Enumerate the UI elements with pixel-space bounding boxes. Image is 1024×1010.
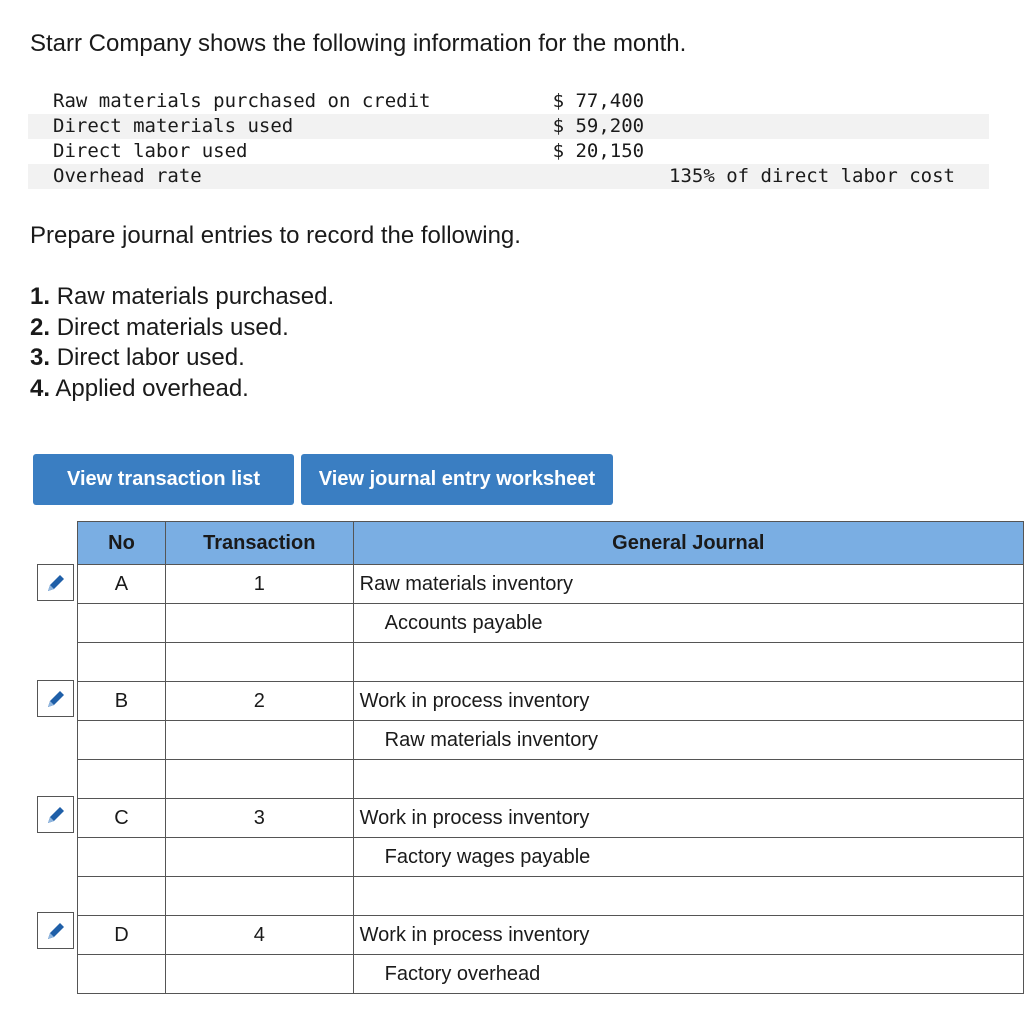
table-row [78,838,1024,877]
empty-account-cell[interactable] [353,760,1023,799]
view-journal-worksheet-button[interactable]: View journal entry worksheet [301,454,613,505]
data-label: Raw materials purchased on credit [53,90,431,112]
entry-transaction: 4 [165,916,353,955]
step-text: Direct labor used. [56,344,245,371]
empty-cell [78,838,166,877]
credit-account-cell[interactable]: Raw materials inventory [353,721,1023,760]
data-table [28,89,989,189]
header-general-journal: General Journal [353,522,1023,565]
edit-entry-button-a[interactable] [37,564,74,601]
table-row [78,565,1024,604]
data-label: Direct materials used [28,114,553,139]
entry-transaction: 2 [165,682,353,721]
table-row [78,916,1024,955]
list-item [30,374,334,405]
pencil-icon [45,688,67,710]
table-row [78,877,1024,916]
step-text: Applied overhead. [55,374,249,402]
empty-cell [78,721,166,760]
empty-cell [165,721,353,760]
steps-list [30,282,334,404]
edit-entry-button-d[interactable] [37,912,74,949]
table-row [78,760,1024,799]
table-row [78,682,1024,721]
credit-account-cell[interactable]: Factory overhead [353,955,1023,994]
empty-account-cell[interactable] [353,877,1023,916]
entry-no: B [78,682,166,721]
empty-cell [165,604,353,643]
debit-account-cell[interactable]: Raw materials inventory [353,565,1023,604]
empty-account-cell[interactable] [353,643,1023,682]
empty-cell [165,838,353,877]
empty-cell [78,955,166,994]
step-number: 3. [30,344,51,371]
data-value: $ 59,200 [553,114,989,139]
data-row [28,139,989,164]
header-no: No [78,522,166,565]
header-transaction: Transaction [165,522,353,565]
debit-account-cell[interactable]: Work in process inventory [353,916,1023,955]
pencil-icon [45,572,67,594]
data-label: Direct labor used [53,140,248,162]
step-text: Raw materials purchased. [56,283,335,310]
table-row [78,604,1024,643]
empty-cell [165,877,353,916]
list-item [30,343,334,374]
journal-header-row [78,522,1024,565]
instructions: Prepare journal entries to record the following. [30,222,521,249]
empty-cell [78,877,166,916]
intro-text: Starr Company shows the following information for the month. [30,30,687,57]
entry-no: D [78,916,166,955]
data-row [28,164,989,189]
edit-entry-button-c[interactable] [37,796,74,833]
empty-cell [78,604,166,643]
edit-entry-button-b[interactable] [37,680,74,717]
step-number: 2. [30,313,51,341]
empty-cell [165,760,353,799]
table-row [78,721,1024,760]
empty-cell [165,955,353,994]
empty-cell [78,643,166,682]
data-value: $ 77,400 [552,90,645,112]
debit-account-cell[interactable]: Work in process inventory [353,799,1023,838]
data-value: $ 20,150 [552,140,645,162]
pencil-icon [45,804,67,826]
step-number: 4. [30,374,51,402]
list-item [30,313,334,344]
credit-account-cell[interactable]: Factory wages payable [353,838,1023,877]
view-transaction-list-button[interactable]: View transaction list [33,454,294,505]
step-number: 1. [30,283,51,310]
empty-cell [165,643,353,682]
list-item [30,282,334,313]
entry-transaction: 1 [165,565,353,604]
general-journal-table [77,521,1024,994]
entry-transaction: 3 [165,799,353,838]
data-value: 135% of direct labor cost [553,164,989,189]
data-row [28,114,989,139]
empty-cell [78,760,166,799]
table-row [78,799,1024,838]
table-row [78,643,1024,682]
credit-account-cell[interactable]: Accounts payable [353,604,1023,643]
entry-no: A [78,565,166,604]
pencil-icon [45,920,67,942]
data-label: Overhead rate [28,164,553,189]
entry-no: C [78,799,166,838]
debit-account-cell[interactable]: Work in process inventory [353,682,1023,721]
step-text: Direct materials used. [56,313,289,341]
data-row [28,89,989,114]
table-row [78,955,1024,994]
